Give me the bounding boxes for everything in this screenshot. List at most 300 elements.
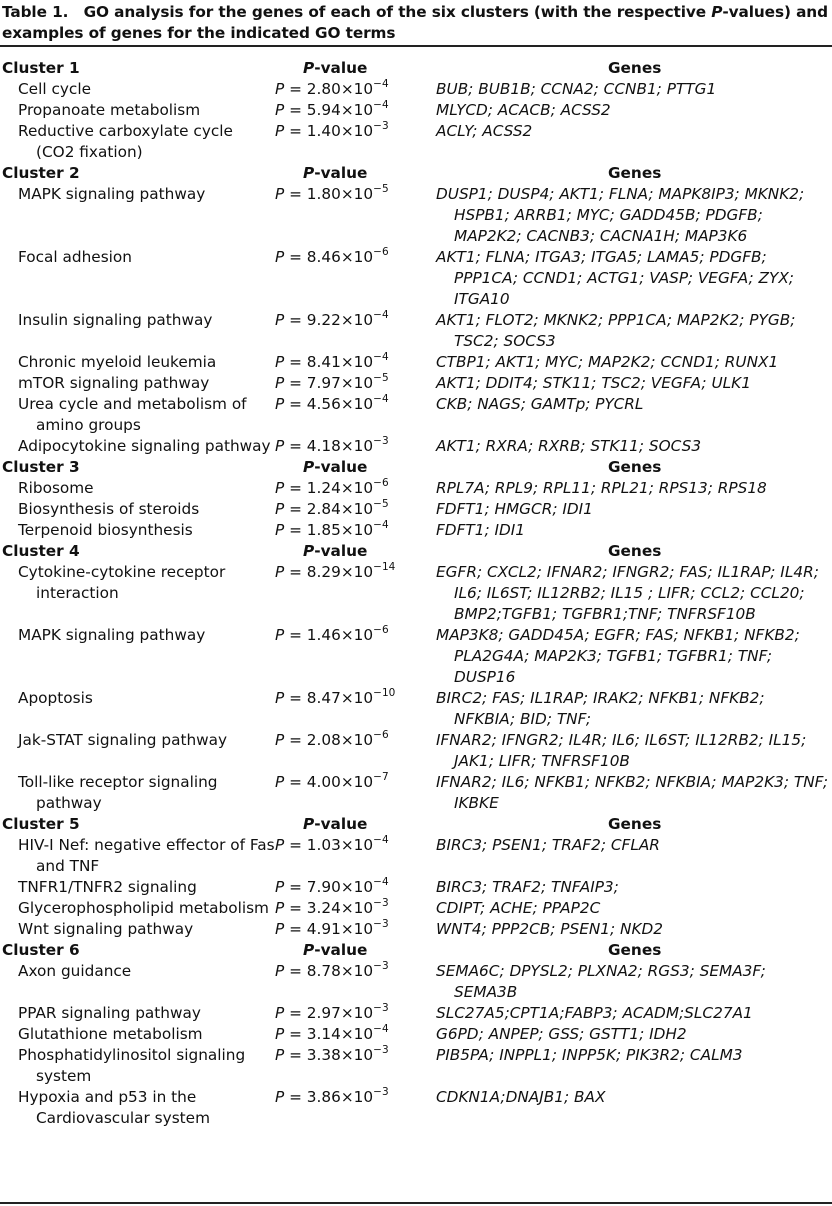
go-term-cell (0, 352, 275, 373)
p-symbol: P (275, 80, 285, 98)
p-times-ten: ×10 (340, 962, 374, 980)
p-mantissa: 1.85 (306, 521, 341, 539)
table-row (0, 877, 832, 898)
go-term: Wnt signaling pathway (18, 920, 194, 938)
p-mantissa: 2.80 (306, 80, 341, 98)
p-exponent: −14 (373, 561, 396, 573)
pvalue-header-rest: -value (314, 815, 368, 833)
p-exponent: −4 (373, 876, 389, 888)
table-row (0, 1045, 832, 1087)
genes-column-header: Genes (608, 59, 662, 77)
genes-column-header: Genes (608, 941, 662, 959)
table-row (0, 835, 832, 877)
genes-cell (436, 835, 832, 856)
genes-cell (436, 877, 832, 898)
p-exponent: −3 (373, 1002, 389, 1014)
go-term: Glutathione metabolism (18, 1025, 203, 1043)
p-mantissa: 9.22 (306, 311, 341, 329)
p-equals: = (284, 773, 307, 791)
go-term-cell (0, 1087, 275, 1129)
pvalue-column-header (277, 58, 438, 79)
pvalue-cell (275, 1003, 436, 1024)
table-row (0, 688, 832, 730)
gene-list: IFNAR2; IL6; NFKB1; NFKB2; NFKBIA; MAP2K3; TNF; IKBKE (436, 773, 829, 812)
p-symbol: P (275, 731, 285, 749)
genes-cell (436, 310, 832, 352)
genes-column-header: Genes (608, 458, 662, 476)
pvalue-cell (275, 1087, 436, 1108)
p-exponent: −5 (373, 372, 389, 384)
table-row (0, 79, 832, 100)
p-exponent: −4 (373, 309, 389, 321)
p-equals: = (284, 395, 307, 413)
p-times-ten: ×10 (340, 395, 374, 413)
p-symbol: P (275, 962, 285, 980)
p-equals: = (284, 353, 307, 371)
table-row (0, 1087, 832, 1129)
table-row (0, 121, 832, 163)
cluster-name: Cluster 2 (2, 164, 80, 182)
pvalue-header-rest: -value (314, 164, 368, 182)
genes-cell (436, 436, 832, 457)
pvalue-cell (275, 184, 436, 205)
p-equals: = (284, 248, 307, 266)
go-term-cell (0, 919, 275, 940)
p-times-ten: ×10 (340, 626, 374, 644)
p-times-ten: ×10 (340, 248, 374, 266)
pvalue-cell (275, 835, 436, 856)
go-term: Apoptosis (18, 689, 93, 707)
pvalue-cell (275, 1024, 436, 1045)
p-exponent: −6 (373, 624, 389, 636)
p-times-ten: ×10 (340, 500, 374, 518)
table-row (0, 1003, 832, 1024)
p-symbol: P (275, 878, 285, 896)
cluster-header-row (0, 940, 832, 961)
pvalue-cell (275, 373, 436, 394)
p-mantissa: 8.47 (306, 689, 341, 707)
p-symbol: P (275, 437, 285, 455)
p-equals: = (284, 920, 307, 938)
p-times-ten: ×10 (340, 689, 374, 707)
p-symbol: P (275, 353, 285, 371)
pvalue-header-rest: -value (314, 458, 368, 476)
pvalue-column-header (277, 457, 438, 478)
table-row (0, 352, 832, 373)
pvalue-header-rest: -value (314, 542, 368, 560)
p-symbol: P (275, 395, 285, 413)
cluster-name: Cluster 1 (2, 59, 80, 77)
go-term-cell (0, 562, 275, 604)
p-symbol: P (275, 563, 285, 581)
genes-column-header: Genes (608, 815, 662, 833)
p-symbol: P (275, 521, 285, 539)
table-row (0, 1024, 832, 1045)
table-row (0, 625, 832, 688)
table-row (0, 499, 832, 520)
go-term-cell (0, 499, 275, 520)
pvalue-cell (275, 1045, 436, 1066)
genes-cell (436, 121, 832, 142)
p-equals: = (284, 437, 307, 455)
p-mantissa: 8.41 (306, 353, 341, 371)
pvalue-header-italic: P (303, 458, 315, 476)
go-term-cell (0, 121, 275, 163)
p-mantissa: 2.97 (306, 1004, 341, 1022)
go-term-cell (0, 1024, 275, 1045)
gene-list: G6PD; ANPEP; GSS; GSTT1; IDH2 (436, 1025, 687, 1043)
pvalue-header-italic: P (303, 542, 315, 560)
p-times-ten: ×10 (340, 437, 374, 455)
go-term-cell (0, 688, 275, 709)
gene-list: BIRC3; TRAF2; TNFAIP3; (436, 878, 619, 896)
p-mantissa: 1.03 (306, 836, 341, 854)
genes-cell (436, 352, 832, 373)
table-row (0, 919, 832, 940)
go-term-cell (0, 79, 275, 100)
gene-list: SLC27A5;CPT1A;FABP3; ACADM;SLC27A1 (436, 1004, 753, 1022)
pvalue-cell (275, 352, 436, 373)
table-row (0, 394, 832, 436)
p-mantissa: 4.56 (306, 395, 341, 413)
p-exponent: −3 (373, 918, 389, 930)
genes-cell (436, 247, 832, 310)
gene-list: EGFR; CXCL2; IFNAR2; IFNGR2; FAS; IL1RAP; IL4R; IL6; IL6ST; IL12RB2; IL15 ; LIFR; CCL2; CCL20; BMP2;TGFB1; TGFBR1;TNF; TNFRSF10B (436, 563, 819, 623)
go-term: Terpenoid biosynthesis (18, 521, 193, 539)
p-exponent: −3 (373, 435, 389, 447)
gene-list: AKT1; RXRA; RXRB; STK11; SOCS3 (436, 437, 702, 455)
pvalue-cell (275, 898, 436, 919)
p-exponent: −6 (373, 246, 389, 258)
cluster-name: Cluster 6 (2, 941, 80, 959)
genes-cell (436, 499, 832, 520)
pvalue-cell (275, 100, 436, 121)
table-row (0, 772, 832, 814)
top-rule (0, 45, 832, 47)
pvalue-cell (275, 310, 436, 331)
p-equals: = (284, 521, 307, 539)
pvalue-cell (275, 121, 436, 142)
go-term-cell (0, 373, 275, 394)
pvalue-cell (275, 730, 436, 751)
go-term-cell (0, 247, 275, 268)
p-exponent: −3 (373, 897, 389, 909)
genes-cell (436, 625, 832, 688)
p-mantissa: 8.78 (306, 962, 341, 980)
gene-list: BIRC3; PSEN1; TRAF2; CFLAR (436, 836, 660, 854)
caption-text-a: GO analysis for the genes of each of the six clusters (with the respective (83, 3, 712, 21)
pvalue-header-italic: P (303, 164, 315, 182)
go-term: Jak-STAT signaling pathway (18, 731, 228, 749)
caption-text-b: -values) and examples of genes for the indicated GO terms (2, 3, 828, 42)
go-term: Cytokine-cytokine receptor interaction (18, 563, 226, 602)
genes-cell (436, 478, 832, 499)
bottom-rule (0, 1202, 832, 1204)
gene-list: ACLY; ACSS2 (436, 122, 533, 140)
go-term: Adipocytokine signaling pathway (18, 437, 271, 455)
p-equals: = (284, 899, 307, 917)
genes-cell (436, 961, 832, 1003)
p-times-ten: ×10 (340, 878, 374, 896)
p-symbol: P (275, 248, 285, 266)
p-mantissa: 3.24 (306, 899, 341, 917)
cluster-name: Cluster 4 (2, 542, 80, 560)
p-times-ten: ×10 (340, 122, 374, 140)
p-equals: = (284, 500, 307, 518)
pvalue-header-rest: -value (314, 59, 368, 77)
genes-cell (436, 688, 832, 730)
p-times-ten: ×10 (340, 479, 374, 497)
p-symbol: P (275, 311, 285, 329)
p-equals: = (284, 836, 307, 854)
cluster-header-row (0, 814, 832, 835)
p-equals: = (284, 878, 307, 896)
gene-list: CTBP1; AKT1; MYC; MAP2K2; CCND1; RUNX1 (436, 353, 779, 371)
p-exponent: −4 (373, 351, 389, 363)
table-row (0, 247, 832, 310)
go-term-cell (0, 478, 275, 499)
table-label: Table 1. (2, 3, 69, 21)
p-symbol: P (275, 185, 285, 203)
genes-column-header: Genes (608, 164, 662, 182)
p-equals: = (284, 185, 307, 203)
p-times-ten: ×10 (340, 374, 374, 392)
gene-list: AKT1; DDIT4; STK11; TSC2; VEGFA; ULK1 (436, 374, 751, 392)
go-term-cell (0, 730, 275, 751)
go-term-cell (0, 184, 275, 205)
go-term: TNFR1/TNFR2 signaling (18, 878, 197, 896)
p-equals: = (284, 689, 307, 707)
pvalue-cell (275, 961, 436, 982)
p-equals: = (284, 563, 307, 581)
gene-list: DUSP1; DUSP4; AKT1; FLNA; MAPK8IP3; MKNK2; HSPB1; ARRB1; MYC; GADD45B; PDGFB; MAP2K2; CACNB3; CACNA1H; MAP3K6 (436, 185, 805, 245)
pvalue-cell (275, 877, 436, 898)
pvalue-cell (275, 688, 436, 709)
p-exponent: −3 (373, 960, 389, 972)
go-term-cell (0, 835, 275, 877)
p-equals: = (284, 1088, 307, 1106)
go-term: Ribosome (18, 479, 94, 497)
gene-list: SEMA6C; DPYSL2; PLXNA2; RGS3; SEMA3F; SEMA3B (436, 962, 766, 1001)
p-mantissa: 8.46 (306, 248, 341, 266)
go-term-cell (0, 394, 275, 436)
p-times-ten: ×10 (340, 920, 374, 938)
p-symbol: P (275, 1025, 285, 1043)
p-exponent: −4 (373, 393, 389, 405)
pvalue-column-header (277, 940, 438, 961)
p-equals: = (284, 80, 307, 98)
table-row (0, 478, 832, 499)
table-row (0, 562, 832, 625)
pvalue-cell (275, 478, 436, 499)
pvalue-cell (275, 772, 436, 793)
table-row (0, 520, 832, 541)
p-exponent: −4 (373, 78, 389, 90)
pvalue-cell (275, 394, 436, 415)
gene-list: FDFT1; IDI1 (436, 521, 526, 539)
p-symbol: P (275, 479, 285, 497)
gene-list: BUB; BUB1B; CCNA2; CCNB1; PTTG1 (436, 80, 717, 98)
pvalue-header-rest: -value (314, 941, 368, 959)
go-term-cell (0, 772, 275, 814)
go-term: Propanoate metabolism (18, 101, 201, 119)
gene-list: WNT4; PPP2CB; PSEN1; NKD2 (436, 920, 664, 938)
go-term-cell (0, 436, 275, 457)
p-equals: = (284, 1046, 307, 1064)
p-mantissa: 2.08 (306, 731, 341, 749)
genes-cell (436, 184, 832, 247)
gene-list: AKT1; FLOT2; MKNK2; PPP1CA; MAP2K2; PYGB; TSC2; SOCS3 (436, 311, 796, 350)
go-term: Phosphatidylinositol signaling system (18, 1046, 246, 1085)
p-times-ten: ×10 (340, 1088, 374, 1106)
p-times-ten: ×10 (340, 353, 374, 371)
p-exponent: −4 (373, 519, 389, 531)
go-table (0, 58, 832, 1129)
pvalue-cell (275, 520, 436, 541)
go-term: Toll-like receptor signaling pathway (18, 773, 218, 812)
table-row (0, 898, 832, 919)
table-row (0, 373, 832, 394)
table-row (0, 961, 832, 1003)
p-exponent: −6 (373, 477, 389, 489)
table-caption (2, 2, 830, 43)
p-times-ten: ×10 (340, 773, 374, 791)
go-term-cell (0, 961, 275, 982)
p-mantissa: 4.00 (306, 773, 341, 791)
go-term: Focal adhesion (18, 248, 132, 266)
p-symbol: P (275, 773, 285, 791)
go-term: Biosynthesis of steroids (18, 500, 200, 518)
genes-cell (436, 1087, 832, 1108)
go-term: Axon guidance (18, 962, 132, 980)
pvalue-header-italic: P (303, 941, 315, 959)
go-term-cell (0, 100, 275, 121)
gene-list: CDIPT; ACHE; PPAP2C (436, 899, 601, 917)
p-equals: = (284, 1025, 307, 1043)
table-row (0, 100, 832, 121)
p-symbol: P (275, 1004, 285, 1022)
gene-list: CDKN1A;DNAJB1; BAX (436, 1088, 606, 1106)
p-exponent: −3 (373, 1044, 389, 1056)
pvalue-cell (275, 247, 436, 268)
cluster-name: Cluster 3 (2, 458, 80, 476)
genes-cell (436, 730, 832, 772)
p-equals: = (284, 1004, 307, 1022)
p-times-ten: ×10 (340, 731, 374, 749)
pvalue-cell (275, 499, 436, 520)
cluster-header-row (0, 58, 832, 79)
gene-list: BIRC2; FAS; IL1RAP; IRAK2; NFKB1; NFKB2; NFKBIA; BID; TNF; (436, 689, 765, 728)
genes-cell (436, 1045, 832, 1066)
p-symbol: P (275, 1088, 285, 1106)
pvalue-header-italic: P (303, 815, 315, 833)
cluster-header-row (0, 541, 832, 562)
caption-p-italic: P (711, 3, 723, 21)
p-exponent: −4 (373, 1023, 389, 1035)
gene-list: FDFT1; HMGCR; IDI1 (436, 500, 593, 518)
table-row (0, 184, 832, 247)
go-term: Glycerophospholipid metabolism (18, 899, 269, 917)
cluster-header-row (0, 457, 832, 478)
genes-column-header: Genes (608, 542, 662, 560)
p-exponent: −7 (373, 771, 389, 783)
p-times-ten: ×10 (340, 836, 374, 854)
p-symbol: P (275, 920, 285, 938)
p-times-ten: ×10 (340, 101, 374, 119)
p-equals: = (284, 374, 307, 392)
p-mantissa: 4.91 (306, 920, 341, 938)
p-equals: = (284, 311, 307, 329)
table-row (0, 436, 832, 457)
p-symbol: P (275, 836, 285, 854)
p-times-ten: ×10 (340, 563, 374, 581)
go-term: MAPK signaling pathway (18, 185, 206, 203)
pvalue-column-header (277, 814, 438, 835)
p-equals: = (284, 626, 307, 644)
p-mantissa: 1.80 (306, 185, 341, 203)
go-term: mTOR signaling pathway (18, 374, 210, 392)
go-term: Chronic myeloid leukemia (18, 353, 217, 371)
p-symbol: P (275, 122, 285, 140)
go-term-cell (0, 310, 275, 331)
p-mantissa: 7.97 (306, 374, 341, 392)
p-equals: = (284, 479, 307, 497)
gene-list: CKB; NAGS; GAMTp; PYCRL (436, 395, 644, 413)
genes-cell (436, 562, 832, 625)
pvalue-cell (275, 79, 436, 100)
p-mantissa: 7.90 (306, 878, 341, 896)
p-times-ten: ×10 (340, 521, 374, 539)
p-symbol: P (275, 899, 285, 917)
gene-list: PIB5PA; INPPL1; INPP5K; PIK3R2; CALM3 (436, 1046, 743, 1064)
go-term: Reductive carboxylate cycle (CO2 fixation) (18, 122, 233, 161)
p-exponent: −10 (373, 687, 396, 699)
genes-cell (436, 520, 832, 541)
cluster-name: Cluster 5 (2, 815, 80, 833)
gene-list: MLYCD; ACACB; ACSS2 (436, 101, 611, 119)
genes-cell (436, 772, 832, 814)
go-term-cell (0, 625, 275, 646)
p-mantissa: 2.84 (306, 500, 341, 518)
genes-cell (436, 919, 832, 940)
p-equals: = (284, 731, 307, 749)
pvalue-header-italic: P (303, 59, 315, 77)
p-times-ten: ×10 (340, 899, 374, 917)
p-mantissa: 3.14 (306, 1025, 341, 1043)
p-exponent: −5 (373, 183, 389, 195)
p-mantissa: 3.38 (306, 1046, 341, 1064)
p-symbol: P (275, 626, 285, 644)
p-exponent: −5 (373, 498, 389, 510)
cluster-header-row (0, 163, 832, 184)
p-symbol: P (275, 1046, 285, 1064)
pvalue-column-header (277, 541, 438, 562)
go-term-cell (0, 1003, 275, 1024)
go-term-cell (0, 898, 275, 919)
go-term-cell (0, 1045, 275, 1087)
genes-cell (436, 898, 832, 919)
go-term: PPAR signaling pathway (18, 1004, 201, 1022)
gene-list: MAP3K8; GADD45A; EGFR; FAS; NFKB1; NFKB2; PLA2G4A; MAP2K3; TGFB1; TGFBR1; TNF; DUSP16 (436, 626, 800, 686)
p-symbol: P (275, 101, 285, 119)
p-mantissa: 3.86 (306, 1088, 341, 1106)
p-times-ten: ×10 (340, 1004, 374, 1022)
gene-list: IFNAR2; IFNGR2; IL4R; IL6; IL6ST; IL12RB2; IL15; JAK1; LIFR; TNFRSF10B (436, 731, 807, 770)
pvalue-cell (275, 919, 436, 940)
genes-cell (436, 394, 832, 415)
go-term: HIV-I Nef: negative effector of Fas and TNF (18, 836, 275, 875)
go-term-cell (0, 520, 275, 541)
